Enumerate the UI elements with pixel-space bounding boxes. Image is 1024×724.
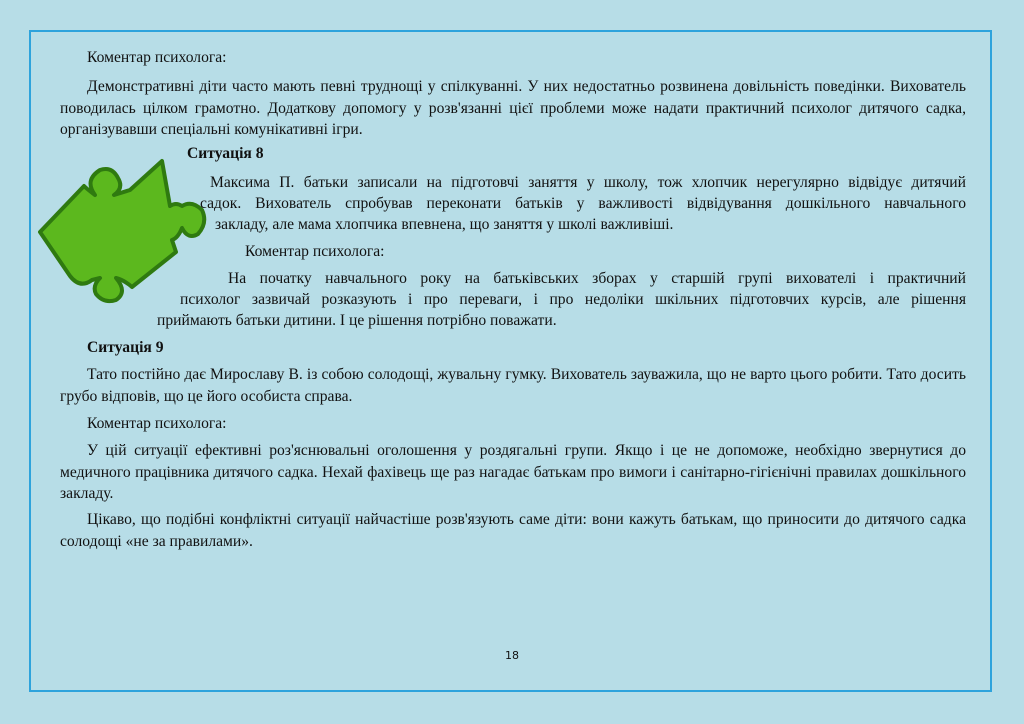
comment-8-line-2: психолог зазвичай розказують і про переваги, і про недоліки шкільних підготовчих курсів, але рішення xyxy=(180,291,966,308)
situation-9-text: Тато постійно дає Мирославу В. із собою солодощі, жувальну гумку. Вихователь зауважила, що не варто цього робити. Тато досить грубо відповів, що це його особиста справа. xyxy=(60,366,966,405)
puzzle-piece-icon xyxy=(32,148,212,306)
comment-9-text: У цій ситуації ефективні роз'яснювальні оголошення у роздягальні групи. Якщо і це не допоможе, необхідно звернутися до медичного працівника дитячого садка. Нехай фахівець ще раз нагадає батькам про вимоги і санітарно-гігієнічні правилах дошкільного закладу. xyxy=(60,442,966,502)
comment-label-2: Коментар психолога: xyxy=(245,243,385,260)
closing-text: Цікаво, що подібні конфліктні ситуації найчастіше розв'язують саме діти: вони кажуть батькам, що приносити до дитячого садка солодощі «не за правилами». xyxy=(60,511,966,550)
situation-8-line-3: закладу, але мама хлопчика впевнена, що заняття у школі важливіші. xyxy=(215,216,674,233)
comment-label-1: Коментар психолога: xyxy=(87,49,227,66)
paragraph-1: Демонстративні діти часто мають певні труднощі у спілкуванні. У них недостатньо розвинена довільність поведінки. Вихователь поводилась цілком грамотно. Додаткову допомогу у розв'язанні цієї проблеми може надати практичний психолог дитячого садка, організувавши спеціальні комунікативні ігри. xyxy=(60,78,966,138)
situation-8-line-2: садок. Вихователь спробував переконати батьків у важливості відвідування дошкільного навчального xyxy=(200,195,966,212)
comment-8-line-1: На початку навчального року на батьківських зборах у старшій групі вихователі і практичний xyxy=(228,270,966,287)
situation-9-title: Ситуація 9 xyxy=(87,339,164,356)
page-number: 18 xyxy=(505,649,519,662)
situation-8-title: Ситуація 8 xyxy=(187,145,264,162)
comment-8-line-3: приймають батьки дитини. І це рішення потрібно поважати. xyxy=(157,312,557,329)
comment-label-3: Коментар психолога: xyxy=(87,415,227,432)
situation-8-line-1: Максима П. батьки записали на підготовчі заняття у школу, тож хлопчик нерегулярно відвідує дитячий xyxy=(210,174,966,191)
